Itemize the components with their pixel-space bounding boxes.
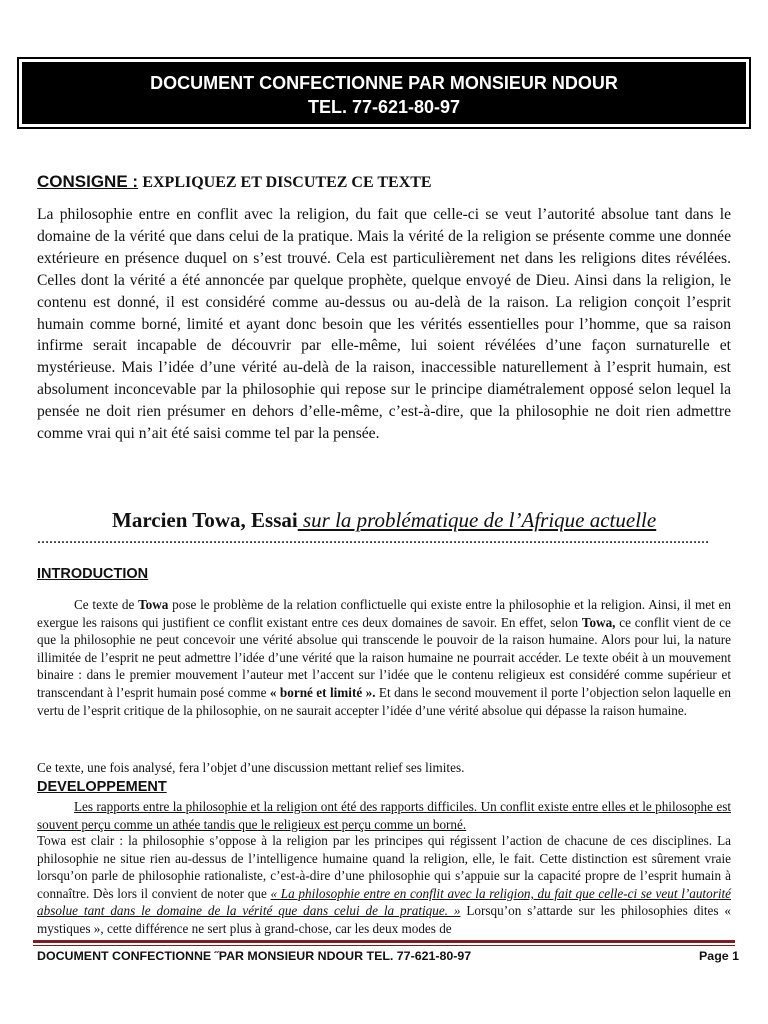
intro-text: pose le problème de la relation conflictuelle qui existe entre la philosophie et la religion. Ainsi, il met en exergue les raisons qui justifient ce conflit existant entre ces deux domaines de savoir. En effet, selon (37, 597, 731, 630)
intro-author-name: Towa, (581, 614, 616, 630)
consigne (37, 172, 737, 192)
intro-quote-borne: « borné et limité ». (269, 684, 376, 700)
intro-text: Et dans le second mouvement il porte l’objection selon laquelle en vertu de l’esprit critique de la philosophie, on ne saurait accepter l’idée d’une vérité absolue qui dépasse la raison humaine. (37, 684, 731, 718)
developpement-paragraph-1: Les rapports entre la philosophie et la religion ont été des rapports difficiles. Un conflit existe entre elles et le philosophe est souvent perçu comme un athée tandis que le religieux est perçu comme un borné. (37, 799, 731, 832)
footer-text: DOCUMENT CONFECTIONNE ˝PAR MONSIEUR NDOUR TEL. 77-621-80-97 (37, 949, 472, 963)
citation-work: sur la problématique de l’Afrique actuelle (297, 508, 657, 532)
citation-author: Marcien Towa, Essai (112, 508, 298, 532)
source-citation (112, 508, 656, 533)
dev-quote: « La philosophie entre en conflit avec la religion, du fait que celle-ci se veut l’autorité absolue tant dans le domaine de la vérité que dans celui de la pratique. » (37, 885, 732, 919)
document-header-banner (22, 62, 746, 124)
page-footer (37, 949, 739, 963)
intro-author-name: Towa (138, 597, 169, 612)
introduction-conclusion-line: Ce texte, une fois analysé, fera l’objet d’une discussion mettant relief ses limites. (37, 760, 465, 775)
consigne-text: EXPLIQUEZ ET DISCUTEZ CE TEXTE (142, 174, 432, 191)
consigne-label: CONSIGNE : (37, 172, 139, 191)
introduction-heading: INTRODUCTION (37, 566, 149, 582)
developpement-paragraph-2 (37, 832, 731, 938)
header-phone: TEL. 77-621-80-97 (307, 97, 461, 117)
dev-text: Towa est clair : la philosophie s’oppose à la religion par les principes qui régissent l’action de chacune de ces disciplines. La philosophie ne situe rien au-dessus de l’intelligence humaine quand la religion, elle, le fait. Cette distinction est sûrement vraie lorsqu’on parle de philosophie rationaliste, c’est-à-dire d’une philosophie qui s’appuie sur la capacité propre de l’esprit humain à connaître. Dès lors il convient de noter que (37, 833, 731, 901)
intro-text: ce conflit vient de ce que la philosophie ne peut concevoir une vérité absolue qui transcende le pouvoir de la raison humaine. Alors pour lui, la nature illimitée de l’esprit ne peut admettre l’idée d’une vérité que la raison humaine ne pourrait accéder. Le texte obéit à un mouvement binaire : dans le premier mouvement l’auteur met l’accent sur l’idée que le contenu religieux est considéré comme supérieur et transcendant à l’esprit humain posé comme (37, 614, 731, 700)
footer-rule-thin (33, 945, 735, 946)
dev-text: Lorsqu’on s’attarde sur les philosophies dites « mystiques », cette différence ne sert plus à grand-chose, car les deux modes de (37, 903, 731, 936)
intro-text: Ce texte de (74, 597, 139, 612)
page-number: Page 1 (699, 949, 739, 963)
header-title: DOCUMENT CONFECTIONNE PAR MONSIEUR NDOUR (150, 73, 618, 93)
introduction-paragraph (37, 596, 731, 719)
dotted-separator: …………………………………………………………………………………………………………………………………………………… (37, 533, 709, 545)
source-text-quote: La philosophie entre en conflit avec la religion, du fait que celle-ci se veut l’autorité absolue tant dans le domaine de la vérité que dans celui de la pratique. Mais la vérité de la religion se présente comme une donnée extérieure en présence duquel on s’est trouvé. Cela est particulièrement net dans les religions dites révélées. Celles dont la vérité a été annoncée par quelque prophète, quelque envoyé de Dieu. Ainsi dans la religion, le contenu est donné, il est considéré comme au-dessus ou au-delà de la raison. La religion conçoit l’esprit humain comme borné, limité et ayant donc besoin que les vérités essentielles pour l’homme, que sa raison infirme serait incapable de découvrir par elle-même, lui soient révélées d’une façon surnaturelle et mystérieuse. Mais l’idée d’une vérité au-delà de la raison, inaccessible naturellement à l’esprit humain, est absolument inconcevable par la philosophie qui repose sur le principe diamétralement opposé selon lequel la pensée ne doit rien présumer en dehors d’elle-même, c’est-à-dire, que la philosophie ne doit rien admettre comme vrai qui n’ait été saisi comme tel par la pensée. (37, 206, 731, 443)
footer-rule-thick (33, 940, 735, 943)
developpement-heading: DEVELOPPEMENT (37, 779, 167, 795)
